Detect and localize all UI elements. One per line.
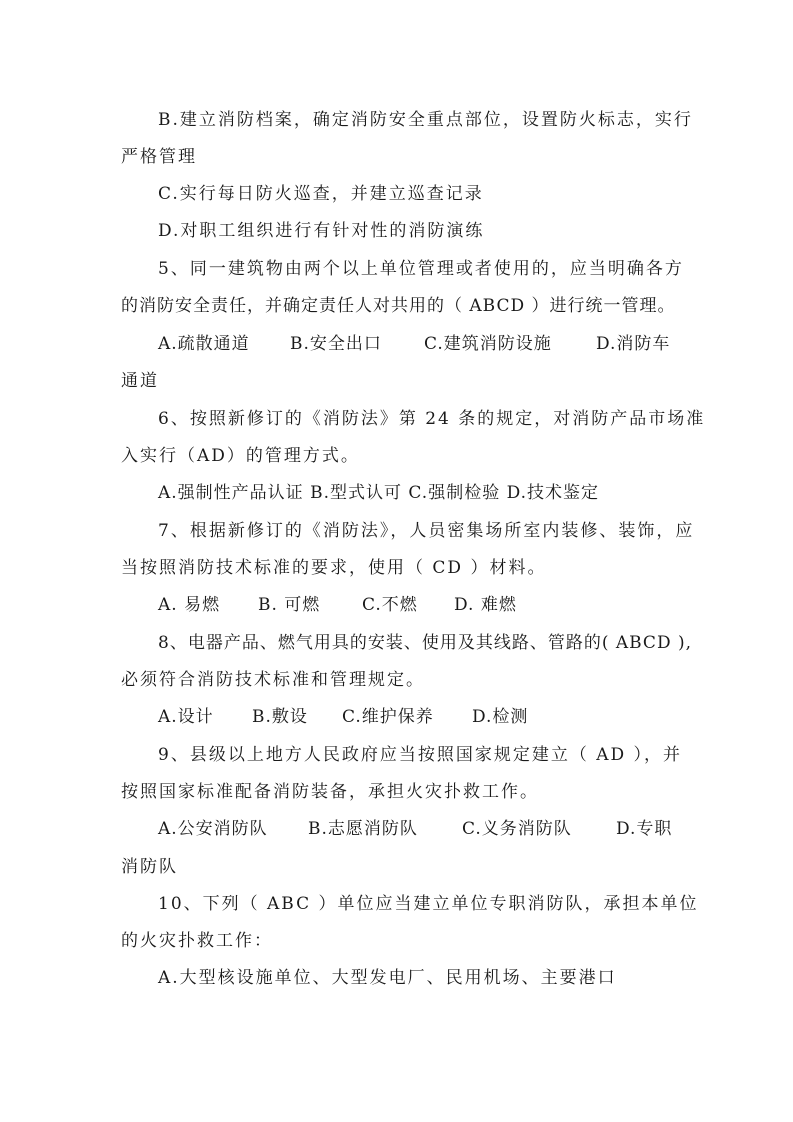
question-6-line2: 入实行（AD）的管理方式。 (121, 446, 360, 466)
question-5-line1: 5、同一建筑物由两个以上单位管理或者使用的，应当明确各方 (158, 259, 684, 279)
q7-option-a: A. 易燃 (158, 595, 221, 615)
question-6-options: A.强制性产品认证 B.型式认可 C.强制检验 D.技术鉴定 (158, 483, 600, 503)
question-5-options (158, 332, 678, 356)
question-9-line2: 按照国家标准配备消防装备，承担火灾扑救工作。 (121, 782, 539, 802)
q5-option-d-wrap: 通道 (121, 371, 159, 391)
q8-option-c: C.维护保养 (342, 707, 434, 727)
question-7-line1: 7、根据新修订的《消防法》，人员密集场所室内装修、装饰，应 (158, 521, 695, 541)
q8-option-d: D.检测 (472, 707, 529, 727)
q4-option-c: C.实行每日防火巡查，并建立巡查记录 (158, 184, 484, 204)
q9-option-b: B.志愿消防队 (308, 819, 418, 839)
q7-option-b: B. 可燃 (258, 595, 321, 615)
q7-option-d: D. 难燃 (454, 595, 517, 615)
question-7-options (158, 593, 538, 617)
question-6-line1: 6、按照新修订的《消防法》第 24 条的规定，对消防产品市场准 (158, 409, 706, 429)
question-8-line1: 8、电器产品、燃气用具的安装、使用及其线路、管路的( ABCD ), (158, 633, 693, 653)
q5-option-a: A.疏散通道 (158, 334, 250, 354)
question-8-options (158, 705, 538, 729)
question-5-line2: 的消防安全责任，并确定责任人对共用的（ ABCD ）进行统一管理。 (121, 296, 676, 316)
q4-option-b-line1: B.建立消防档案，确定消防安全重点部位，设置防火标志，实行 (158, 110, 693, 130)
q8-option-a: A.设计 (158, 707, 214, 727)
q9-option-c: C.义务消防队 (462, 819, 572, 839)
question-10-line2: 的火灾扑救工作： (121, 931, 273, 951)
question-9-options (158, 817, 678, 841)
question-7-line2: 当按照消防技术标准的要求，使用（ CD ）材料。 (121, 558, 547, 578)
q5-option-b: B.安全出口 (290, 334, 382, 354)
q9-option-d: D.专职 (616, 819, 673, 839)
question-8-line2: 必须符合消防技术标准和管理规定。 (121, 670, 425, 690)
q4-option-d: D.对职工组织进行有针对性的消防演练 (158, 221, 485, 241)
q4-option-b-line2: 严格管理 (121, 147, 197, 167)
question-10-line1: 10、下列（ ABC ）单位应当建立单位专职消防队，承担本单位 (158, 894, 699, 914)
q5-option-c: C.建筑消防设施 (424, 334, 552, 354)
q10-option-a: A.大型核设施单位、大型发电厂、民用机场、主要港口 (158, 968, 617, 988)
q9-option-d-wrap: 消防队 (121, 857, 178, 877)
q8-option-b: B.敷设 (252, 707, 308, 727)
question-9-line1: 9、县级以上地方人民政府应当按照国家规定建立（ AD ），并 (158, 745, 683, 765)
q9-option-a: A.公安消防队 (158, 819, 268, 839)
q5-option-d: D.消防车 (596, 334, 671, 354)
q7-option-c: C.不燃 (362, 595, 418, 615)
